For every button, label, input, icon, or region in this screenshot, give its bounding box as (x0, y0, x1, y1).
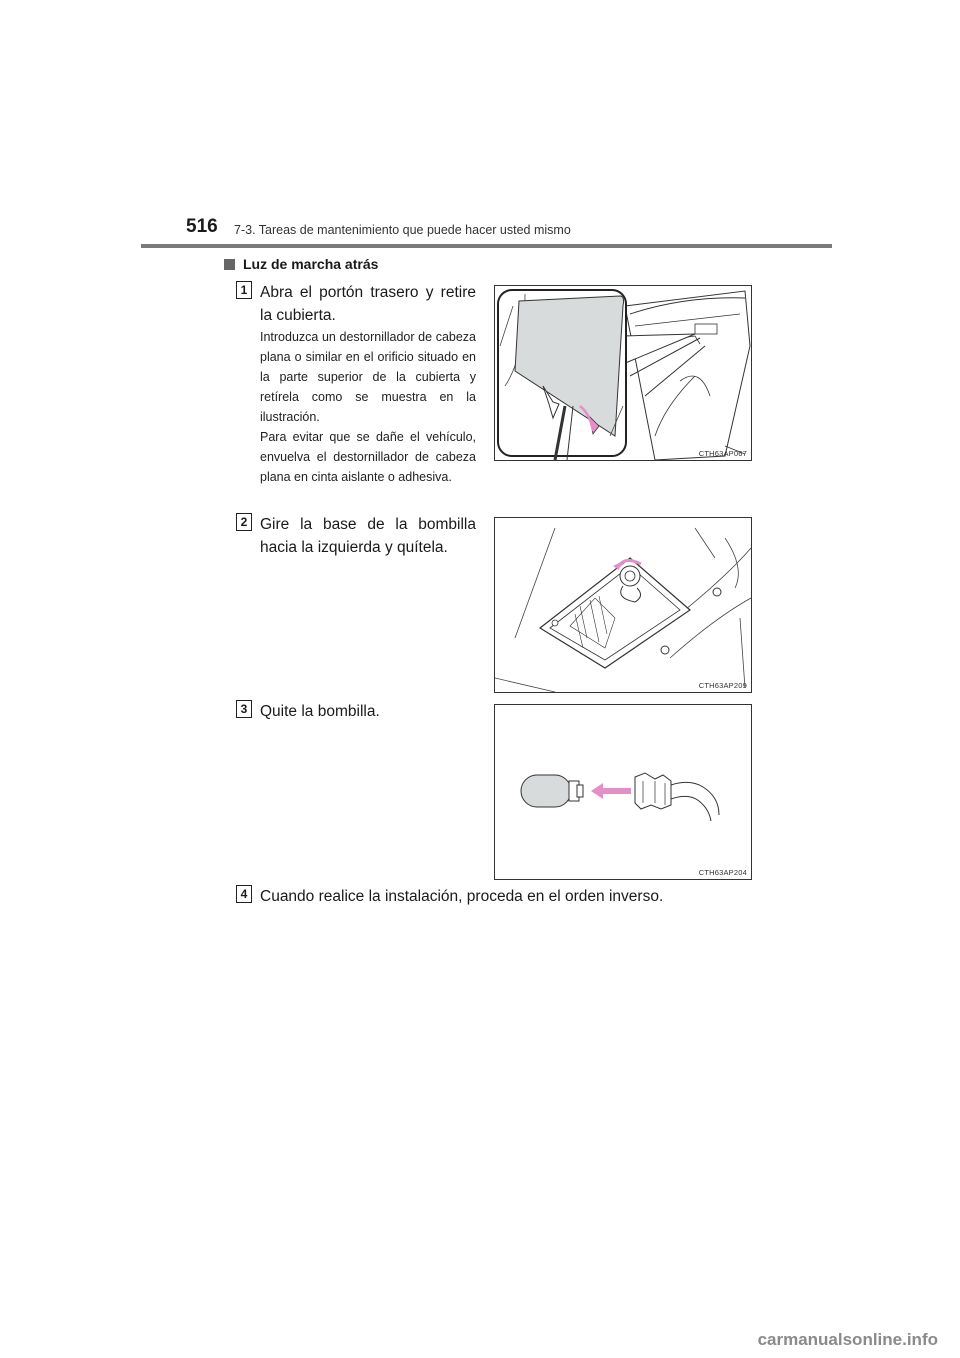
figure-turn-socket (494, 517, 752, 693)
step-text-2: Gire la base de la bombilla hacia la izquierda y quítela. (260, 516, 476, 556)
watermark: carmanualsonline.info (757, 1330, 938, 1349)
step-badge-3: 3 (236, 700, 252, 718)
remove-bulb-illustration (495, 705, 751, 879)
chapter-title: 7-3. Tareas de mantenimiento que puede hacer usted mismo (234, 223, 571, 237)
figure-code-2: CTH63AP209 (698, 681, 747, 690)
step-note-1a: Introduzca un destornillador de cabeza plana o similar en el orificio situado en la parte superior de la cubierta y retírela como se muestra en la ilustración. (260, 330, 476, 424)
header-rule (141, 244, 832, 248)
figure-code-1: CTH63AP067 (698, 449, 747, 458)
page-number: 516 (186, 216, 218, 237)
step-badge-4: 4 (236, 885, 252, 903)
step-text-1: Abra el portón trasero y retire la cubierta. (260, 284, 476, 324)
turn-socket-illustration (495, 518, 751, 692)
section-marker-icon (224, 259, 235, 270)
section-title-text: Luz de marcha atrás (243, 256, 379, 272)
section-title (224, 256, 378, 272)
step-badge-2: 2 (236, 513, 252, 531)
step-note-1b: Para evitar que se dañe el vehículo, envuelva el destornillador de cabeza plana en cinta aislante o adhesiva. (260, 430, 476, 484)
figure-code-3: CTH63AP204 (698, 868, 747, 877)
step-badge-1: 1 (236, 281, 252, 299)
figure-remove-bulb (494, 704, 752, 880)
step-text-3: Quite la bombilla. (260, 703, 380, 720)
step-text-4: Cuando realice la instalación, proceda en el orden inverso. (260, 888, 664, 905)
remove-cover-illustration (495, 286, 751, 460)
figure-remove-cover (494, 285, 752, 461)
